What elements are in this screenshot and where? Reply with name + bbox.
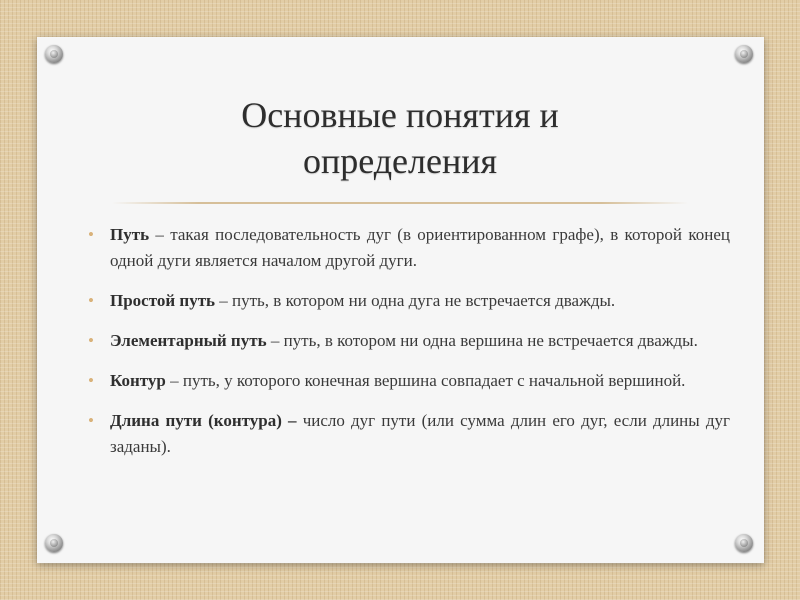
definition-text: – такая последовательность дуг (в ориентированном графе), в которой конец одной дуги является началом другой дуги. — [110, 225, 730, 270]
definition-text: число дуг пути (или сумма длин его дуг, если длины дуг заданы). — [110, 411, 730, 456]
slide-title-line-2: определения — [302, 141, 498, 181]
definition-term: Длина пути (контура) – — [110, 411, 297, 430]
definition-text: – путь, у которого конечная вершина совпадает с начальной вершиной. — [165, 371, 686, 390]
slide-title — [150, 92, 650, 184]
definition-item-path — [88, 222, 730, 274]
definition-term: Простой путь — [110, 291, 216, 310]
bullet-icon: • — [88, 225, 94, 244]
title-divider — [112, 202, 688, 204]
pin-icon — [735, 534, 753, 552]
definition-term: Контур — [110, 371, 166, 390]
bullet-icon: • — [88, 411, 94, 430]
definition-item-contour — [88, 368, 730, 394]
definition-text: – путь, в котором ни одна дуга не встречается дважды. — [215, 291, 616, 310]
slide-title-line-1: Основные понятия и — [241, 95, 559, 135]
definition-item-path-length — [88, 408, 730, 460]
bullet-icon: • — [88, 291, 94, 310]
definition-term: Путь — [110, 225, 150, 244]
definition-text: – путь, в котором ни одна вершина не встречается дважды. — [266, 331, 698, 350]
pin-icon — [45, 45, 63, 63]
bullet-icon: • — [88, 371, 94, 390]
pin-icon — [735, 45, 753, 63]
definition-item-elementary-path — [88, 328, 730, 354]
pin-icon — [45, 534, 63, 552]
definition-item-simple-path — [88, 288, 730, 314]
bullet-icon: • — [88, 331, 94, 350]
definition-term: Элементарный путь — [110, 331, 267, 350]
definitions-list — [88, 222, 730, 474]
